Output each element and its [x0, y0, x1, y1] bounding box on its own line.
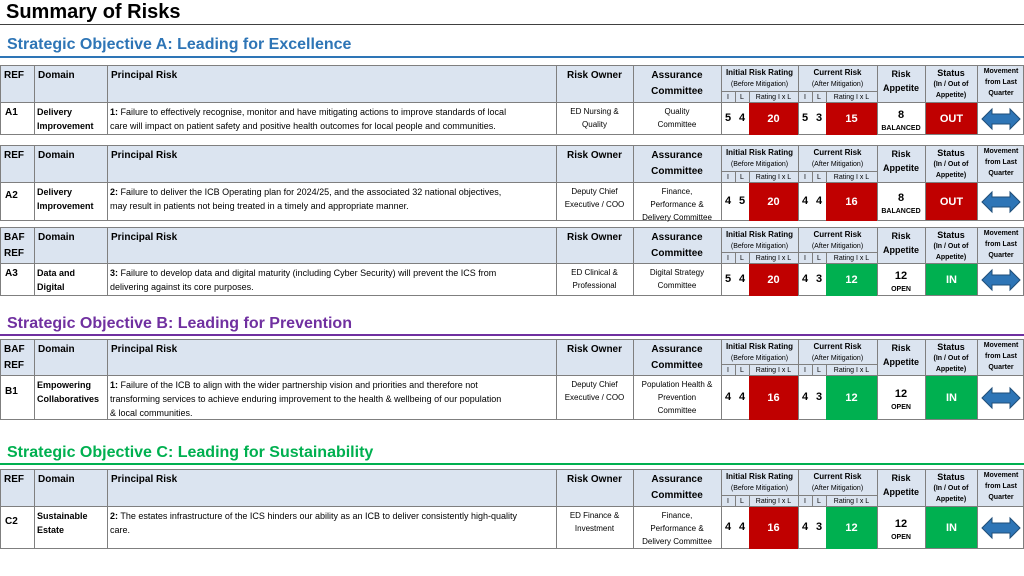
appetite-score: 12 [894, 518, 908, 530]
column-divider [34, 103, 35, 134]
status-sub1: (In / Out of [933, 243, 969, 250]
rating-subheader [798, 91, 877, 102]
principal-risk-header: Principal Risk [111, 474, 178, 485]
status-header: Status [937, 148, 965, 158]
column-divider [107, 376, 108, 419]
risk-header: Risk [891, 149, 911, 159]
rating-subheader [798, 252, 877, 263]
movement-sub2: Quarter [988, 494, 1014, 501]
column-divider [107, 340, 108, 375]
objective-a-rule [0, 56, 1024, 58]
risk-text-line2: transforming services to achieve enduring improvement to the health & wellbeing of our population [110, 394, 502, 404]
movement-sub1: from Last [985, 483, 1017, 490]
risk-domain-line2: Collaboratives [37, 394, 100, 404]
risk-domain-line1: Data and [37, 268, 76, 278]
initial-likelihood: 4 [738, 112, 746, 124]
appetite-header: Appetite [883, 163, 919, 173]
committee-line2: Committee [657, 281, 697, 290]
assurance-header: Assurance [651, 150, 703, 161]
risk-text-line2: care. [110, 525, 131, 535]
movement-sub1: from Last [985, 159, 1017, 166]
after-mitigation-label: (After Mitigation) [811, 355, 864, 362]
initial-rating-group [721, 376, 798, 420]
domain-header: Domain [38, 474, 75, 485]
risk-owner-header: Risk Owner [566, 344, 623, 355]
risk-owner-header: Risk Owner [566, 232, 623, 243]
principal-risk-text [110, 266, 555, 294]
movement-sub2: Quarter [988, 90, 1014, 97]
l-label: L [740, 94, 744, 101]
ref-header: REF [4, 70, 24, 81]
objective-a-heading: Strategic Objective A: Leading for Excellence [7, 36, 352, 53]
risk-header: Risk [891, 69, 911, 79]
rating-subheader [721, 91, 798, 102]
committee-line1: Finance, [661, 187, 693, 196]
status-sub2: Appetite) [935, 172, 967, 179]
table-header [0, 145, 1024, 183]
risk-owner-line1: ED Nursing & [570, 107, 619, 116]
committee-line1: Digital Strategy [649, 268, 705, 277]
current-rating-value: 12 [826, 376, 877, 420]
initial-rating-group [721, 264, 798, 296]
principal-risk-header: Principal Risk [111, 150, 178, 161]
current-likelihood: 3 [815, 521, 823, 533]
principal-risk-text [110, 105, 555, 133]
current-rating-group [798, 183, 877, 221]
assurance-header: Assurance [651, 232, 703, 243]
domain-header: Domain [38, 70, 75, 81]
l-label: L [817, 498, 821, 505]
before-mitigation-label: (Before Mitigation) [730, 161, 789, 168]
appetite-label: OPEN [891, 534, 911, 541]
rating-label: Rating I x L [755, 174, 792, 181]
after-mitigation-label: (After Mitigation) [811, 243, 864, 250]
initial-rating-value: 16 [749, 507, 798, 549]
movement-sub2: Quarter [988, 252, 1014, 259]
risk-owner-line1: ED Finance & [569, 511, 620, 520]
status-sub1: (In / Out of [933, 485, 969, 492]
committee-line1: Quality [664, 107, 690, 116]
objective-c-rule [0, 463, 1024, 465]
rating-subheader [721, 364, 798, 375]
risk-domain-line1: Sustainable [37, 511, 88, 521]
status-badge: OUT [926, 183, 977, 220]
current-rating-group [798, 264, 877, 296]
principal-risk-header: Principal Risk [111, 232, 178, 243]
committee-line2: Performance & [650, 200, 704, 209]
domain-header: Domain [38, 232, 75, 243]
after-mitigation-label: (After Mitigation) [811, 485, 864, 492]
rating-label: Rating I x L [755, 367, 792, 374]
i-label: I [727, 174, 729, 181]
risk-text-line1: Failure to develop data and digital maturity (including Cyber Security) will prevent the ICS from [120, 268, 497, 278]
risk-text-line3: & local communities. [110, 408, 193, 418]
ref-header: REF [4, 150, 24, 161]
risk-number: 3: [110, 268, 119, 278]
movement-header: Movement [983, 230, 1019, 237]
principal-risk-text [110, 509, 555, 537]
column-divider [107, 66, 108, 102]
risk-header: Risk [891, 473, 911, 483]
movement-sub1: from Last [985, 241, 1017, 248]
movement-header: Movement [983, 148, 1019, 155]
current-impact: 4 [801, 195, 809, 207]
current-risk-header: Current Risk [813, 148, 862, 157]
table-row [0, 264, 1024, 296]
committee-line1: Finance, [661, 511, 693, 520]
rating-subheader [798, 364, 877, 375]
i-label: I [804, 255, 806, 262]
baf-header: BAF [4, 344, 25, 355]
committee-line3: Delivery Committee [642, 213, 712, 222]
initial-impact: 4 [724, 391, 732, 403]
table-header [0, 65, 1024, 103]
movement-sub2: Quarter [988, 364, 1014, 371]
status-sub2: Appetite) [935, 254, 967, 261]
table-header [0, 339, 1024, 376]
ref-header: REF [4, 360, 24, 371]
status-sub2: Appetite) [935, 366, 967, 373]
i-label: I [727, 94, 729, 101]
current-rating-value: 12 [826, 264, 877, 296]
initial-rating-value: 20 [749, 103, 798, 135]
domain-header: Domain [38, 344, 75, 355]
principal-risk-text [110, 378, 555, 420]
initial-rating-value: 20 [749, 264, 798, 296]
rating-label: Rating I x L [833, 174, 870, 181]
status-sub1: (In / Out of [933, 161, 969, 168]
movement-arrow-icon [981, 386, 1021, 410]
current-rating-value: 15 [826, 103, 877, 135]
after-mitigation-label: (After Mitigation) [811, 161, 864, 168]
current-risk-header: Current Risk [813, 230, 862, 239]
column-divider [107, 470, 108, 506]
l-label: L [817, 255, 821, 262]
principal-risk-header: Principal Risk [111, 70, 178, 81]
current-rating-value: 16 [826, 183, 877, 221]
i-label: I [727, 367, 729, 374]
rating-label: Rating I x L [833, 94, 870, 101]
initial-rating-header: Initial Risk Rating [725, 230, 794, 239]
risk-number: 1: [110, 380, 119, 390]
table-row [0, 507, 1024, 549]
initial-likelihood: 4 [738, 521, 746, 533]
assurance-header: Assurance [651, 474, 703, 485]
movement-sub2: Quarter [988, 170, 1014, 177]
movement-sub1: from Last [985, 353, 1017, 360]
risk-text-line1: Failure to effectively recognise, monitor and have mitigating actions to improve standards of local [120, 107, 507, 117]
initial-impact: 4 [724, 521, 732, 533]
title-divider [0, 24, 1024, 25]
committee-line2: Performance & [650, 524, 704, 533]
page-title: Summary of Risks [6, 1, 181, 23]
objective-c-heading: Strategic Objective C: Leading for Sustainability [7, 444, 374, 461]
current-risk-header: Current Risk [813, 472, 862, 481]
risk-text-line1: Failure to deliver the ICB Operating plan for 2024/25, and the associated 32 national objectives, [120, 187, 502, 197]
column-divider [34, 340, 35, 375]
appetite-header: Appetite [883, 357, 919, 367]
before-mitigation-label: (Before Mitigation) [730, 243, 789, 250]
committee-line3: Committee [657, 406, 697, 415]
l-label: L [817, 367, 821, 374]
table-row [0, 103, 1024, 135]
column-divider [107, 103, 108, 134]
current-likelihood: 3 [815, 391, 823, 403]
current-impact: 5 [801, 112, 809, 124]
column-divider [977, 103, 978, 134]
column-divider [977, 376, 978, 419]
committee-header: Committee [651, 248, 703, 259]
initial-rating-value: 20 [749, 183, 798, 221]
after-mitigation-label: (After Mitigation) [811, 81, 864, 88]
rating-label: Rating I x L [755, 255, 792, 262]
risk-owner-line2: Professional [572, 281, 617, 290]
initial-impact: 5 [724, 273, 732, 285]
movement-sub1: from Last [985, 79, 1017, 86]
risk-owner-line1: ED Clinical & [571, 268, 618, 277]
risk-ref: B1 [5, 386, 18, 397]
current-rating-group [798, 507, 877, 549]
appetite-score: 12 [894, 388, 908, 400]
risk-number: 2: [110, 511, 119, 521]
l-label: L [817, 94, 821, 101]
committee-header: Committee [651, 166, 703, 177]
initial-likelihood: 5 [738, 195, 746, 207]
column-divider [34, 376, 35, 419]
current-likelihood: 3 [815, 273, 823, 285]
column-divider [977, 264, 978, 295]
risk-owner-line2: Quality [582, 120, 607, 129]
risk-text-line2: delivering against its core purposes. [110, 282, 254, 292]
rating-subheader [721, 495, 798, 506]
committee-line1: Population Health & [641, 380, 713, 389]
risk-domain-line1: Delivery [37, 107, 73, 117]
objective-b-rule [0, 334, 1024, 336]
status-sub1: (In / Out of [933, 81, 969, 88]
table-row [0, 183, 1024, 221]
current-likelihood: 3 [815, 112, 823, 124]
committee-header: Committee [651, 86, 703, 97]
movement-arrow-icon [981, 190, 1021, 214]
movement-arrow-icon [981, 107, 1021, 131]
initial-rating-header: Initial Risk Rating [725, 342, 794, 351]
appetite-score: 8 [897, 109, 905, 121]
status-badge: IN [926, 507, 977, 548]
table-header [0, 227, 1024, 264]
before-mitigation-label: (Before Mitigation) [730, 81, 789, 88]
before-mitigation-label: (Before Mitigation) [730, 355, 789, 362]
current-risk-header: Current Risk [813, 342, 862, 351]
appetite-label: OPEN [891, 286, 911, 293]
i-label: I [804, 94, 806, 101]
appetite-label: OPEN [891, 404, 911, 411]
status-badge: OUT [926, 103, 977, 134]
initial-rating-group [721, 507, 798, 549]
current-risk-header: Current Risk [813, 68, 862, 77]
committee-line2: Prevention [657, 393, 697, 402]
initial-impact: 4 [724, 195, 732, 207]
committee-header: Committee [651, 490, 703, 501]
principal-risk-text [110, 185, 555, 213]
assurance-header: Assurance [651, 70, 703, 81]
table-row [0, 376, 1024, 420]
risk-ref: A1 [5, 107, 18, 118]
column-divider [107, 183, 108, 220]
committee-line2: Committee [657, 120, 697, 129]
initial-rating-group [721, 183, 798, 221]
column-divider [107, 264, 108, 295]
current-rating-group [798, 103, 877, 135]
rating-label: Rating I x L [833, 498, 870, 505]
status-header: Status [937, 68, 965, 78]
risk-header: Risk [891, 231, 911, 241]
risk-ref: C2 [5, 516, 18, 527]
domain-header: Domain [38, 150, 75, 161]
column-divider [107, 228, 108, 263]
risk-text-line2: care will impact on patient safety and positive health outcomes for local people and communities. [110, 121, 496, 131]
before-mitigation-label: (Before Mitigation) [730, 485, 789, 492]
risk-domain-line2: Improvement [37, 121, 94, 131]
risk-domain-line2: Estate [37, 525, 65, 535]
risk-owner-line2: Executive / COO [564, 200, 625, 209]
status-header: Status [937, 472, 965, 482]
table-header [0, 469, 1024, 507]
movement-arrow-icon [981, 268, 1021, 292]
i-label: I [804, 174, 806, 181]
movement-arrow-icon [981, 516, 1021, 540]
risk-owner-header: Risk Owner [566, 70, 623, 81]
risk-text-line1: Failure of the ICB to align with the wider partnership vision and priorities and therefore not [120, 380, 478, 390]
appetite-header: Appetite [883, 83, 919, 93]
rating-subheader [798, 495, 877, 506]
i-label: I [804, 498, 806, 505]
current-impact: 4 [801, 273, 809, 285]
rating-subheader [798, 171, 877, 182]
status-sub1: (In / Out of [933, 355, 969, 362]
committee-line3: Delivery Committee [642, 537, 712, 546]
appetite-header: Appetite [883, 487, 919, 497]
initial-likelihood: 4 [738, 391, 746, 403]
initial-rating-header: Initial Risk Rating [725, 472, 794, 481]
movement-header: Movement [983, 342, 1019, 349]
i-label: I [727, 498, 729, 505]
column-divider [107, 507, 108, 548]
l-label: L [740, 367, 744, 374]
risk-number: 1: [110, 107, 119, 117]
risk-ref: A2 [5, 190, 18, 201]
column-divider [34, 183, 35, 220]
risk-domain-line1: Delivery [37, 187, 73, 197]
ref-header: REF [4, 474, 24, 485]
risk-owner-header: Risk Owner [566, 150, 623, 161]
appetite-header: Appetite [883, 245, 919, 255]
risk-ref: A3 [5, 268, 18, 279]
i-label: I [804, 367, 806, 374]
risk-domain-line2: Digital [37, 282, 65, 292]
movement-header: Movement [983, 472, 1019, 479]
risk-domain-line1: Empowering [37, 380, 92, 390]
current-rating-group [798, 376, 877, 420]
l-label: L [817, 174, 821, 181]
committee-header: Committee [651, 360, 703, 371]
initial-rating-header: Initial Risk Rating [725, 68, 794, 77]
risk-owner-line2: Executive / COO [564, 393, 625, 402]
initial-rating-header: Initial Risk Rating [725, 148, 794, 157]
initial-rating-value: 16 [749, 376, 798, 420]
risk-owner-header: Risk Owner [566, 474, 623, 485]
initial-likelihood: 4 [738, 273, 746, 285]
rating-label: Rating I x L [833, 255, 870, 262]
status-header: Status [937, 342, 965, 352]
status-badge: IN [926, 376, 977, 419]
objective-b-heading: Strategic Objective B: Leading for Prevention [7, 315, 352, 332]
appetite-label: BALANCED [881, 125, 921, 132]
column-divider [34, 264, 35, 295]
baf-header: BAF [4, 232, 25, 243]
risk-text-line1: The estates infrastructure of the ICS hinders our ability as an ICB to deliver consistently high-quality [120, 511, 518, 521]
rating-subheader [721, 252, 798, 263]
status-header: Status [937, 230, 965, 240]
column-divider [34, 228, 35, 263]
column-divider [977, 507, 978, 548]
current-rating-value: 12 [826, 507, 877, 549]
appetite-score: 12 [894, 270, 908, 282]
appetite-score: 8 [897, 192, 905, 204]
appetite-label: BALANCED [881, 208, 921, 215]
l-label: L [740, 174, 744, 181]
column-divider [977, 183, 978, 220]
rating-label: Rating I x L [833, 367, 870, 374]
risk-header: Risk [891, 343, 911, 353]
current-impact: 4 [801, 391, 809, 403]
ref-header: REF [4, 248, 24, 259]
status-badge: IN [926, 264, 977, 295]
rating-subheader [721, 171, 798, 182]
rating-label: Rating I x L [755, 94, 792, 101]
risk-owner-line1: Deputy Chief [571, 380, 618, 389]
movement-header: Movement [983, 68, 1019, 75]
i-label: I [727, 255, 729, 262]
current-likelihood: 4 [815, 195, 823, 207]
status-sub2: Appetite) [935, 92, 967, 99]
l-label: L [740, 498, 744, 505]
rating-label: Rating I x L [755, 498, 792, 505]
current-impact: 4 [801, 521, 809, 533]
assurance-header: Assurance [651, 344, 703, 355]
risk-owner-line1: Deputy Chief [571, 187, 618, 196]
column-divider [34, 470, 35, 506]
risk-domain-line2: Improvement [37, 201, 94, 211]
initial-rating-group [721, 103, 798, 135]
principal-risk-header: Principal Risk [111, 344, 178, 355]
risk-number: 2: [110, 187, 119, 197]
column-divider [34, 146, 35, 182]
status-sub2: Appetite) [935, 496, 967, 503]
column-divider [107, 146, 108, 182]
column-divider [34, 66, 35, 102]
column-divider [34, 507, 35, 548]
risk-text-line2: may result in patients not being treated in a timely and appropriate manner. [110, 201, 409, 211]
risk-owner-line2: Investment [574, 524, 615, 533]
l-label: L [740, 255, 744, 262]
initial-impact: 5 [724, 112, 732, 124]
